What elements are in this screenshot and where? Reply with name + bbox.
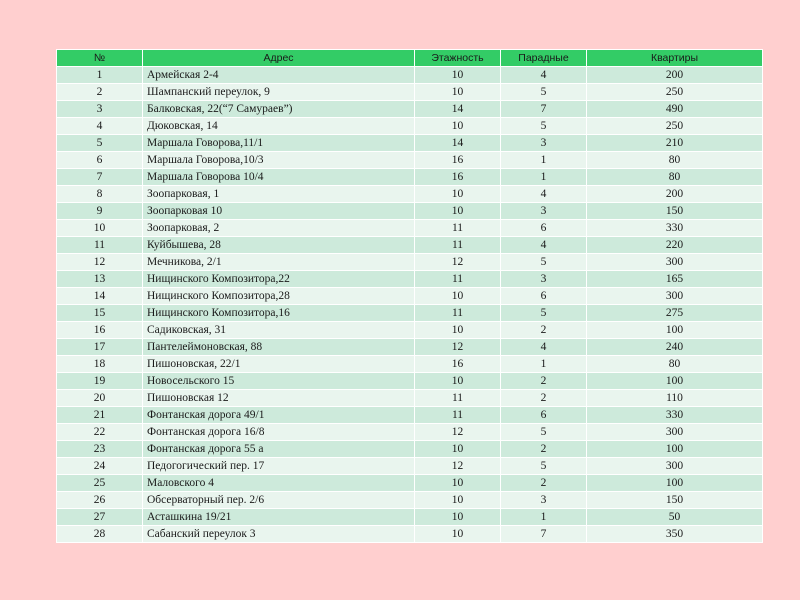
cell-entrances: 2 bbox=[501, 390, 587, 407]
cell-number: 1 bbox=[57, 67, 143, 84]
cell-floors: 10 bbox=[415, 475, 501, 492]
cell-address: Мечникова, 2/1 bbox=[143, 254, 415, 271]
cell-floors: 10 bbox=[415, 441, 501, 458]
table-row bbox=[57, 441, 763, 458]
cell-entrances: 4 bbox=[501, 186, 587, 203]
cell-number: 5 bbox=[57, 135, 143, 152]
cell-floors: 14 bbox=[415, 135, 501, 152]
cell-number: 10 bbox=[57, 220, 143, 237]
cell-address: Дюковская, 14 bbox=[143, 118, 415, 135]
table-row bbox=[57, 322, 763, 339]
cell-address: Куйбышева, 28 bbox=[143, 237, 415, 254]
cell-address: Шампанский переулок, 9 bbox=[143, 84, 415, 101]
cell-entrances: 5 bbox=[501, 458, 587, 475]
cell-entrances: 1 bbox=[501, 356, 587, 373]
cell-apartments: 100 bbox=[587, 373, 763, 390]
cell-apartments: 100 bbox=[587, 475, 763, 492]
cell-floors: 16 bbox=[415, 152, 501, 169]
cell-address: Зоопарковая, 2 bbox=[143, 220, 415, 237]
cell-number: 8 bbox=[57, 186, 143, 203]
table-row bbox=[57, 305, 763, 322]
cell-entrances: 3 bbox=[501, 203, 587, 220]
cell-address: Фонтанская дорога 49/1 bbox=[143, 407, 415, 424]
cell-apartments: 200 bbox=[587, 67, 763, 84]
cell-floors: 16 bbox=[415, 169, 501, 186]
cell-number: 18 bbox=[57, 356, 143, 373]
cell-number: 9 bbox=[57, 203, 143, 220]
cell-floors: 10 bbox=[415, 526, 501, 543]
buildings-table bbox=[56, 49, 763, 543]
cell-apartments: 150 bbox=[587, 203, 763, 220]
cell-floors: 16 bbox=[415, 356, 501, 373]
cell-address: Нищинского Композитора,22 bbox=[143, 271, 415, 288]
cell-apartments: 80 bbox=[587, 356, 763, 373]
cell-address: Пишоновская, 22/1 bbox=[143, 356, 415, 373]
cell-address: Асташкина 19/21 bbox=[143, 509, 415, 526]
cell-entrances: 2 bbox=[501, 475, 587, 492]
cell-entrances: 2 bbox=[501, 322, 587, 339]
cell-apartments: 330 bbox=[587, 220, 763, 237]
cell-apartments: 200 bbox=[587, 186, 763, 203]
cell-apartments: 250 bbox=[587, 84, 763, 101]
cell-number: 23 bbox=[57, 441, 143, 458]
table-row bbox=[57, 509, 763, 526]
cell-number: 7 bbox=[57, 169, 143, 186]
cell-floors: 10 bbox=[415, 118, 501, 135]
cell-apartments: 50 bbox=[587, 509, 763, 526]
cell-number: 14 bbox=[57, 288, 143, 305]
cell-entrances: 5 bbox=[501, 254, 587, 271]
table-row bbox=[57, 288, 763, 305]
cell-address: Пантелеймоновская, 88 bbox=[143, 339, 415, 356]
cell-apartments: 165 bbox=[587, 271, 763, 288]
cell-apartments: 275 bbox=[587, 305, 763, 322]
table-row bbox=[57, 373, 763, 390]
cell-address: Балковская, 22(“7 Самураев”) bbox=[143, 101, 415, 118]
cell-address: Обсерваторный пер. 2/6 bbox=[143, 492, 415, 509]
cell-apartments: 490 bbox=[587, 101, 763, 118]
cell-floors: 14 bbox=[415, 101, 501, 118]
cell-entrances: 6 bbox=[501, 288, 587, 305]
cell-number: 2 bbox=[57, 84, 143, 101]
cell-entrances: 2 bbox=[501, 373, 587, 390]
table-row bbox=[57, 458, 763, 475]
cell-address: Армейская 2-4 bbox=[143, 67, 415, 84]
table-row bbox=[57, 492, 763, 509]
header-entrances: Парадные bbox=[501, 50, 587, 67]
table-body bbox=[57, 67, 763, 543]
table-row bbox=[57, 390, 763, 407]
cell-number: 4 bbox=[57, 118, 143, 135]
cell-entrances: 5 bbox=[501, 424, 587, 441]
cell-apartments: 300 bbox=[587, 254, 763, 271]
cell-floors: 12 bbox=[415, 339, 501, 356]
cell-number: 16 bbox=[57, 322, 143, 339]
cell-floors: 10 bbox=[415, 322, 501, 339]
cell-floors: 10 bbox=[415, 373, 501, 390]
cell-entrances: 1 bbox=[501, 152, 587, 169]
table-row bbox=[57, 339, 763, 356]
cell-floors: 12 bbox=[415, 254, 501, 271]
table-row bbox=[57, 169, 763, 186]
cell-apartments: 80 bbox=[587, 152, 763, 169]
table-row bbox=[57, 254, 763, 271]
cell-entrances: 3 bbox=[501, 492, 587, 509]
cell-entrances: 3 bbox=[501, 135, 587, 152]
table-row bbox=[57, 67, 763, 84]
cell-address: Педогогический пер. 17 bbox=[143, 458, 415, 475]
cell-address: Маршала Говорова,10/3 bbox=[143, 152, 415, 169]
table-row bbox=[57, 356, 763, 373]
cell-floors: 12 bbox=[415, 458, 501, 475]
cell-entrances: 6 bbox=[501, 407, 587, 424]
cell-apartments: 220 bbox=[587, 237, 763, 254]
cell-number: 17 bbox=[57, 339, 143, 356]
cell-number: 19 bbox=[57, 373, 143, 390]
cell-apartments: 300 bbox=[587, 458, 763, 475]
cell-entrances: 1 bbox=[501, 169, 587, 186]
cell-entrances: 3 bbox=[501, 271, 587, 288]
cell-address: Фонтанская дорога 55 а bbox=[143, 441, 415, 458]
table-row bbox=[57, 152, 763, 169]
cell-apartments: 100 bbox=[587, 322, 763, 339]
cell-number: 3 bbox=[57, 101, 143, 118]
cell-entrances: 5 bbox=[501, 305, 587, 322]
cell-address: Маршала Говорова 10/4 bbox=[143, 169, 415, 186]
table-row bbox=[57, 271, 763, 288]
cell-apartments: 80 bbox=[587, 169, 763, 186]
cell-address: Садиковская, 31 bbox=[143, 322, 415, 339]
cell-number: 26 bbox=[57, 492, 143, 509]
cell-entrances: 1 bbox=[501, 509, 587, 526]
table-row bbox=[57, 407, 763, 424]
cell-address: Маршала Говорова,11/1 bbox=[143, 135, 415, 152]
cell-address: Нищинского Композитора,28 bbox=[143, 288, 415, 305]
cell-number: 25 bbox=[57, 475, 143, 492]
cell-floors: 12 bbox=[415, 424, 501, 441]
cell-address: Фонтанская дорога 16/8 bbox=[143, 424, 415, 441]
cell-apartments: 300 bbox=[587, 288, 763, 305]
cell-address: Новосельского 15 bbox=[143, 373, 415, 390]
cell-address: Сабанский переулок 3 bbox=[143, 526, 415, 543]
header-floors: Этажность bbox=[415, 50, 501, 67]
cell-entrances: 6 bbox=[501, 220, 587, 237]
cell-floors: 11 bbox=[415, 271, 501, 288]
table-row bbox=[57, 135, 763, 152]
cell-apartments: 350 bbox=[587, 526, 763, 543]
cell-apartments: 210 bbox=[587, 135, 763, 152]
cell-floors: 10 bbox=[415, 186, 501, 203]
cell-number: 11 bbox=[57, 237, 143, 254]
table-row bbox=[57, 475, 763, 492]
cell-number: 24 bbox=[57, 458, 143, 475]
cell-floors: 11 bbox=[415, 390, 501, 407]
cell-number: 22 bbox=[57, 424, 143, 441]
cell-entrances: 7 bbox=[501, 101, 587, 118]
cell-entrances: 5 bbox=[501, 118, 587, 135]
table-row bbox=[57, 424, 763, 441]
cell-address: Зоопарковая, 1 bbox=[143, 186, 415, 203]
cell-floors: 10 bbox=[415, 203, 501, 220]
table-row bbox=[57, 186, 763, 203]
cell-address: Пишоновская 12 bbox=[143, 390, 415, 407]
cell-address: Зоопарковая 10 bbox=[143, 203, 415, 220]
cell-floors: 11 bbox=[415, 237, 501, 254]
table-row bbox=[57, 526, 763, 543]
cell-entrances: 5 bbox=[501, 84, 587, 101]
cell-number: 21 bbox=[57, 407, 143, 424]
cell-floors: 10 bbox=[415, 84, 501, 101]
cell-number: 28 bbox=[57, 526, 143, 543]
table-row bbox=[57, 220, 763, 237]
cell-address: Нищинского Композитора,16 bbox=[143, 305, 415, 322]
cell-number: 6 bbox=[57, 152, 143, 169]
cell-entrances: 7 bbox=[501, 526, 587, 543]
cell-entrances: 4 bbox=[501, 237, 587, 254]
header-apartments: Квартиры bbox=[587, 50, 763, 67]
cell-number: 13 bbox=[57, 271, 143, 288]
cell-floors: 11 bbox=[415, 407, 501, 424]
cell-apartments: 100 bbox=[587, 441, 763, 458]
cell-entrances: 4 bbox=[501, 67, 587, 84]
cell-floors: 11 bbox=[415, 220, 501, 237]
cell-apartments: 150 bbox=[587, 492, 763, 509]
cell-entrances: 4 bbox=[501, 339, 587, 356]
cell-apartments: 240 bbox=[587, 339, 763, 356]
cell-apartments: 330 bbox=[587, 407, 763, 424]
cell-address: Маловского 4 bbox=[143, 475, 415, 492]
cell-floors: 10 bbox=[415, 288, 501, 305]
cell-floors: 10 bbox=[415, 67, 501, 84]
cell-apartments: 250 bbox=[587, 118, 763, 135]
cell-floors: 10 bbox=[415, 492, 501, 509]
header-number: № bbox=[57, 50, 143, 67]
cell-apartments: 110 bbox=[587, 390, 763, 407]
table-row bbox=[57, 237, 763, 254]
table-row bbox=[57, 203, 763, 220]
cell-number: 12 bbox=[57, 254, 143, 271]
table-row bbox=[57, 101, 763, 118]
cell-apartments: 300 bbox=[587, 424, 763, 441]
cell-number: 15 bbox=[57, 305, 143, 322]
cell-number: 20 bbox=[57, 390, 143, 407]
table-header-row bbox=[57, 50, 763, 67]
table-row bbox=[57, 118, 763, 135]
cell-floors: 11 bbox=[415, 305, 501, 322]
cell-entrances: 2 bbox=[501, 441, 587, 458]
cell-number: 27 bbox=[57, 509, 143, 526]
table-row bbox=[57, 84, 763, 101]
header-address: Адрес bbox=[143, 50, 415, 67]
cell-floors: 10 bbox=[415, 509, 501, 526]
